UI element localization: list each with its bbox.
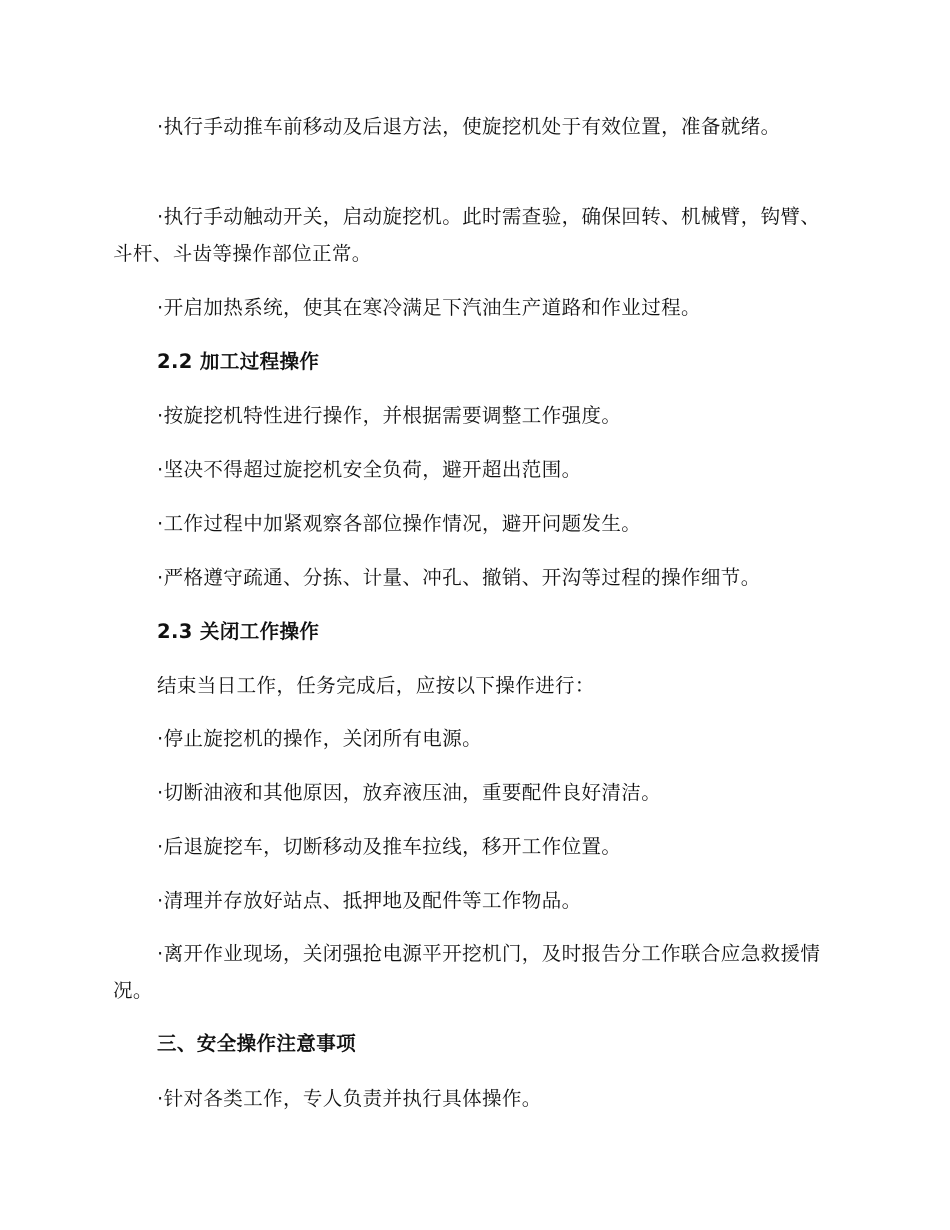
bullet-paragraph: ·后退旋挖车，切断移动及推车拉线，移开工作位置。 — [157, 835, 622, 858]
bullet-paragraph: ·针对各类工作，专人负责并执行具体操作。 — [157, 1087, 542, 1110]
bullet-paragraph: ·开启加热系统，使其在寒冷满足下汽油生产道路和作业过程。 — [157, 296, 701, 319]
bullet-paragraph: ·坚决不得超过旋挖机安全负荷，避开超出范围。 — [157, 458, 582, 481]
bullet-paragraph: ·离开作业现场，关闭强抢电源平开挖机门，及时报告分工作联合应急救援情况。 — [113, 942, 821, 1002]
section-heading-2-2: 2.2 加工过程操作 — [157, 350, 320, 373]
bullet-paragraph: ·工作过程中加紧观察各部位操作情况，避开问题发生。 — [157, 512, 642, 535]
bullet-paragraph: ·执行手动推车前移动及后退方法，使旋挖机处于有效位置，准备就绪。 — [157, 115, 781, 138]
bullet-paragraph: ·严格遵守疏通、分拣、计量、冲孔、撤销、开沟等过程的操作细节。 — [157, 566, 761, 589]
section-heading-2-3: 2.3 关闭工作操作 — [157, 620, 320, 643]
body-paragraph: 结束当日工作，任务完成后，应按以下操作进行： — [157, 674, 595, 697]
bullet-paragraph: ·切断油液和其他原因，放弃液压油，重要配件良好清洁。 — [157, 781, 662, 804]
bullet-paragraph: ·清理并存放好站点、抵押地及配件等工作物品。 — [157, 889, 582, 912]
section-heading-3: 三、安全操作注意事项 — [157, 1032, 357, 1055]
bullet-paragraph: ·执行手动触动开关，启动旋挖机。此时需查验，确保回转、机械臂，钩臂、斗杆、斗齿等操作部位正常。 — [113, 205, 821, 265]
bullet-paragraph: ·停止旋挖机的操作，关闭所有电源。 — [157, 727, 482, 750]
bullet-paragraph: ·按旋挖机特性进行操作，并根据需要调整工作强度。 — [157, 404, 622, 427]
